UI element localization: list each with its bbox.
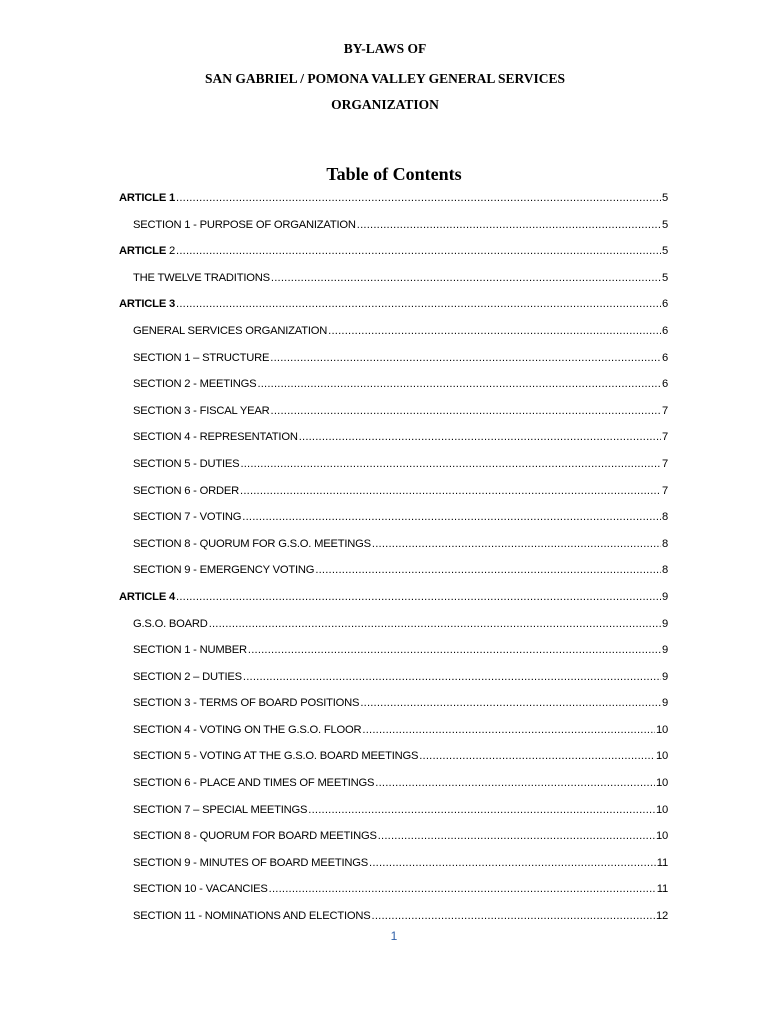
toc-entry-label: [133, 398, 270, 425]
toc-dot-leader: [176, 185, 661, 212]
toc-heading: Table of Contents: [326, 164, 462, 184]
toc-entry-label: [133, 212, 356, 239]
toc-entry-page: 10: [655, 830, 668, 843]
toc-article-entry[interactable]: [119, 291, 668, 318]
toc-dot-leader: [176, 238, 661, 265]
toc-section-entry[interactable]: [119, 371, 668, 398]
toc-dot-leader: [271, 398, 661, 425]
toc-entry-label-text: SECTION 9 - EMERGENCY VOTING: [133, 564, 315, 577]
toc-section-entry[interactable]: [119, 903, 668, 930]
toc-entry-label: [133, 611, 208, 638]
toc-dot-leader: [209, 611, 661, 638]
toc-dot-leader: [243, 664, 661, 691]
toc-entry-page: 5: [661, 245, 668, 258]
toc-section-entry[interactable]: [119, 424, 668, 451]
toc-dot-leader: [270, 345, 661, 372]
toc-entry-label-text: SECTION 8 - QUORUM FOR G.S.O. MEETINGS: [133, 537, 371, 550]
toc-dot-leader: [271, 265, 661, 292]
toc-entry-page: 10: [655, 777, 668, 790]
toc-section-entry[interactable]: [119, 637, 668, 664]
toc-entry-label-text: SECTION 10 - VACANCIES: [133, 883, 268, 896]
toc-entry-label: [133, 903, 371, 930]
toc-entry-label: [133, 531, 371, 558]
toc-entry-page: 6: [661, 378, 668, 391]
toc-entry-label-text: SECTION 4 - VOTING ON THE G.S.O. FLOOR: [133, 723, 362, 736]
toc-section-entry[interactable]: [119, 664, 668, 691]
toc-entry-page: 9: [661, 644, 668, 657]
toc-entry-label-text: SECTION 1 - PURPOSE OF ORGANIZATION: [133, 218, 356, 231]
toc-dot-leader: [362, 717, 655, 744]
toc-entry-label: [119, 185, 175, 212]
toc-entry-label: [133, 876, 268, 903]
toc-section-entry[interactable]: [119, 770, 668, 797]
toc-dot-leader: [248, 637, 661, 664]
toc-entry-page: 6: [661, 324, 668, 337]
toc-entry-label-text: 2: [166, 245, 176, 258]
toc-entry-label: [133, 690, 359, 717]
toc-entry-page: 8: [661, 511, 668, 524]
toc-entry-page: 5: [661, 271, 668, 284]
toc-section-entry[interactable]: [119, 797, 668, 824]
toc-entry-page: 9: [661, 670, 668, 683]
toc-section-entry[interactable]: [119, 743, 668, 770]
toc-dot-leader: [176, 584, 661, 611]
toc-section-entry[interactable]: [119, 345, 668, 372]
toc-entry-label: [133, 451, 239, 478]
toc-entry-label-text: SECTION 5 - VOTING AT THE G.S.O. BOARD MEETINGS: [133, 750, 419, 763]
document-title-line-2: SAN GABRIEL / POMONA VALLEY GENERAL SERVICES: [204, 71, 566, 86]
toc-entry-label: [133, 478, 239, 505]
toc-entry-page: 10: [655, 803, 668, 816]
toc-dot-leader: [369, 850, 656, 877]
toc-entry-label-text: SECTION 8 - QUORUM FOR BOARD MEETINGS: [133, 830, 377, 843]
toc-entry-label-text: G.S.O. BOARD: [133, 617, 208, 630]
toc-entry-label-text: GENERAL SERVICES ORGANIZATION: [133, 324, 328, 337]
toc-section-entry[interactable]: [119, 531, 668, 558]
toc-section-entry[interactable]: [119, 557, 668, 584]
toc-dot-leader: [240, 451, 661, 478]
toc-entry-page: 5: [661, 218, 668, 231]
toc-section-entry[interactable]: [119, 611, 668, 638]
table-of-contents: [119, 185, 668, 930]
toc-dot-leader: [378, 823, 655, 850]
toc-entry-label: [133, 504, 241, 531]
toc-entry-label-bold: ARTICLE 3: [119, 298, 176, 311]
toc-entry-label-text: SECTION 1 - NUMBER: [133, 644, 247, 657]
toc-dot-leader: [328, 318, 661, 345]
toc-entry-label-text: SECTION 9 - MINUTES OF BOARD MEETINGS: [133, 856, 369, 869]
toc-entry-label: [119, 584, 175, 611]
toc-dot-leader: [299, 424, 661, 451]
toc-entry-label-text: SECTION 4 - REPRESENTATION: [133, 431, 298, 444]
toc-entry-label: [133, 717, 361, 744]
toc-entry-page: 9: [661, 697, 668, 710]
toc-entry-label-text: SECTION 6 - PLACE AND TIMES OF MEETINGS: [133, 777, 375, 790]
toc-entry-page: 10: [655, 750, 668, 763]
toc-entry-label-text: SECTION 3 - FISCAL YEAR: [133, 404, 270, 417]
toc-entry-page: 10: [655, 723, 668, 736]
toc-entry-label: [133, 770, 374, 797]
toc-entry-label: [119, 238, 175, 265]
toc-section-entry[interactable]: [119, 823, 668, 850]
toc-entry-label: [133, 637, 247, 664]
toc-entry-label: [133, 850, 368, 877]
toc-entry-page: 7: [661, 457, 668, 470]
toc-entry-label-text: SECTION 6 - ORDER: [133, 484, 240, 497]
toc-section-entry[interactable]: [119, 451, 668, 478]
toc-dot-leader: [372, 531, 661, 558]
toc-entry-label-text: SECTION 2 - MEETINGS: [133, 378, 257, 391]
toc-entry-page: 12: [655, 910, 668, 923]
document-title-line-1: BY-LAWS OF: [343, 41, 427, 56]
toc-dot-leader: [176, 291, 661, 318]
toc-entry-label: [133, 664, 242, 691]
toc-entry-page: 7: [661, 431, 668, 444]
toc-entry-label: [133, 823, 377, 850]
toc-section-entry[interactable]: [119, 212, 668, 239]
toc-entry-label: [119, 291, 175, 318]
toc-dot-leader: [240, 478, 661, 505]
toc-entry-label: [133, 797, 307, 824]
toc-entry-page: 8: [661, 564, 668, 577]
toc-dot-leader: [242, 504, 661, 531]
toc-section-entry[interactable]: [119, 876, 668, 903]
toc-entry-label-bold: ARTICLE: [119, 245, 167, 258]
toc-entry-page: 11: [656, 883, 668, 896]
toc-dot-leader: [360, 690, 661, 717]
document-title-line-3: ORGANIZATION: [331, 97, 439, 112]
toc-section-entry[interactable]: [119, 398, 668, 425]
toc-entry-label-text: SECTION 2 – DUTIES: [133, 670, 242, 683]
toc-dot-leader: [308, 797, 655, 824]
toc-entry-page: 9: [661, 617, 668, 630]
toc-entry-page: 11: [656, 856, 668, 869]
toc-dot-leader: [372, 903, 655, 930]
toc-entry-page: 8: [661, 537, 668, 550]
toc-section-entry[interactable]: [119, 504, 668, 531]
toc-section-entry[interactable]: [119, 318, 668, 345]
toc-entry-label-text: SECTION 7 - VOTING: [133, 511, 242, 524]
toc-entry-label: [133, 345, 269, 372]
toc-entry-label-text: SECTION 3 - TERMS OF BOARD POSITIONS: [133, 697, 360, 710]
toc-article-entry[interactable]: [119, 238, 668, 265]
toc-dot-leader: [419, 743, 655, 770]
toc-entry-label: [133, 265, 270, 292]
toc-article-entry[interactable]: [119, 584, 668, 611]
toc-dot-leader: [357, 212, 661, 239]
toc-section-entry[interactable]: [119, 478, 668, 505]
toc-entry-label: [133, 557, 314, 584]
toc-entry-label-bold: ARTICLE 4: [119, 590, 176, 603]
toc-entry-label-text: SECTION 5 - DUTIES: [133, 457, 240, 470]
toc-section-entry[interactable]: [119, 850, 668, 877]
toc-entry-label: [133, 743, 418, 770]
toc-entry-label-text: SECTION 7 – SPECIAL MEETINGS: [133, 803, 308, 816]
toc-entry-page: 9: [661, 590, 668, 603]
toc-dot-leader: [257, 371, 661, 398]
toc-entry-label: [133, 318, 327, 345]
toc-entry-page: 5: [661, 192, 668, 204]
toc-entry-label-text: SECTION 1 – STRUCTURE: [133, 351, 270, 364]
toc-section-entry[interactable]: [119, 717, 668, 744]
toc-entry-label: [133, 424, 298, 451]
toc-dot-leader: [375, 770, 655, 797]
toc-entry-label: [133, 371, 256, 398]
toc-dot-leader: [315, 557, 661, 584]
toc-dot-leader: [269, 876, 656, 903]
toc-entry-page: 6: [661, 351, 668, 364]
toc-entry-page: 7: [661, 484, 668, 497]
page-number: 1: [390, 929, 398, 943]
toc-article-entry[interactable]: [119, 185, 668, 212]
toc-entry-page: 7: [661, 404, 668, 417]
toc-entry-label-text: SECTION 11 - NOMINATIONS AND ELECTIONS: [133, 910, 371, 923]
toc-section-entry[interactable]: [119, 265, 668, 292]
toc-section-entry[interactable]: [119, 690, 668, 717]
toc-entry-page: 6: [661, 298, 668, 311]
toc-entry-label-bold: ARTICLE 1: [119, 192, 176, 204]
toc-entry-label-text: THE TWELVE TRADITIONS: [133, 271, 270, 284]
